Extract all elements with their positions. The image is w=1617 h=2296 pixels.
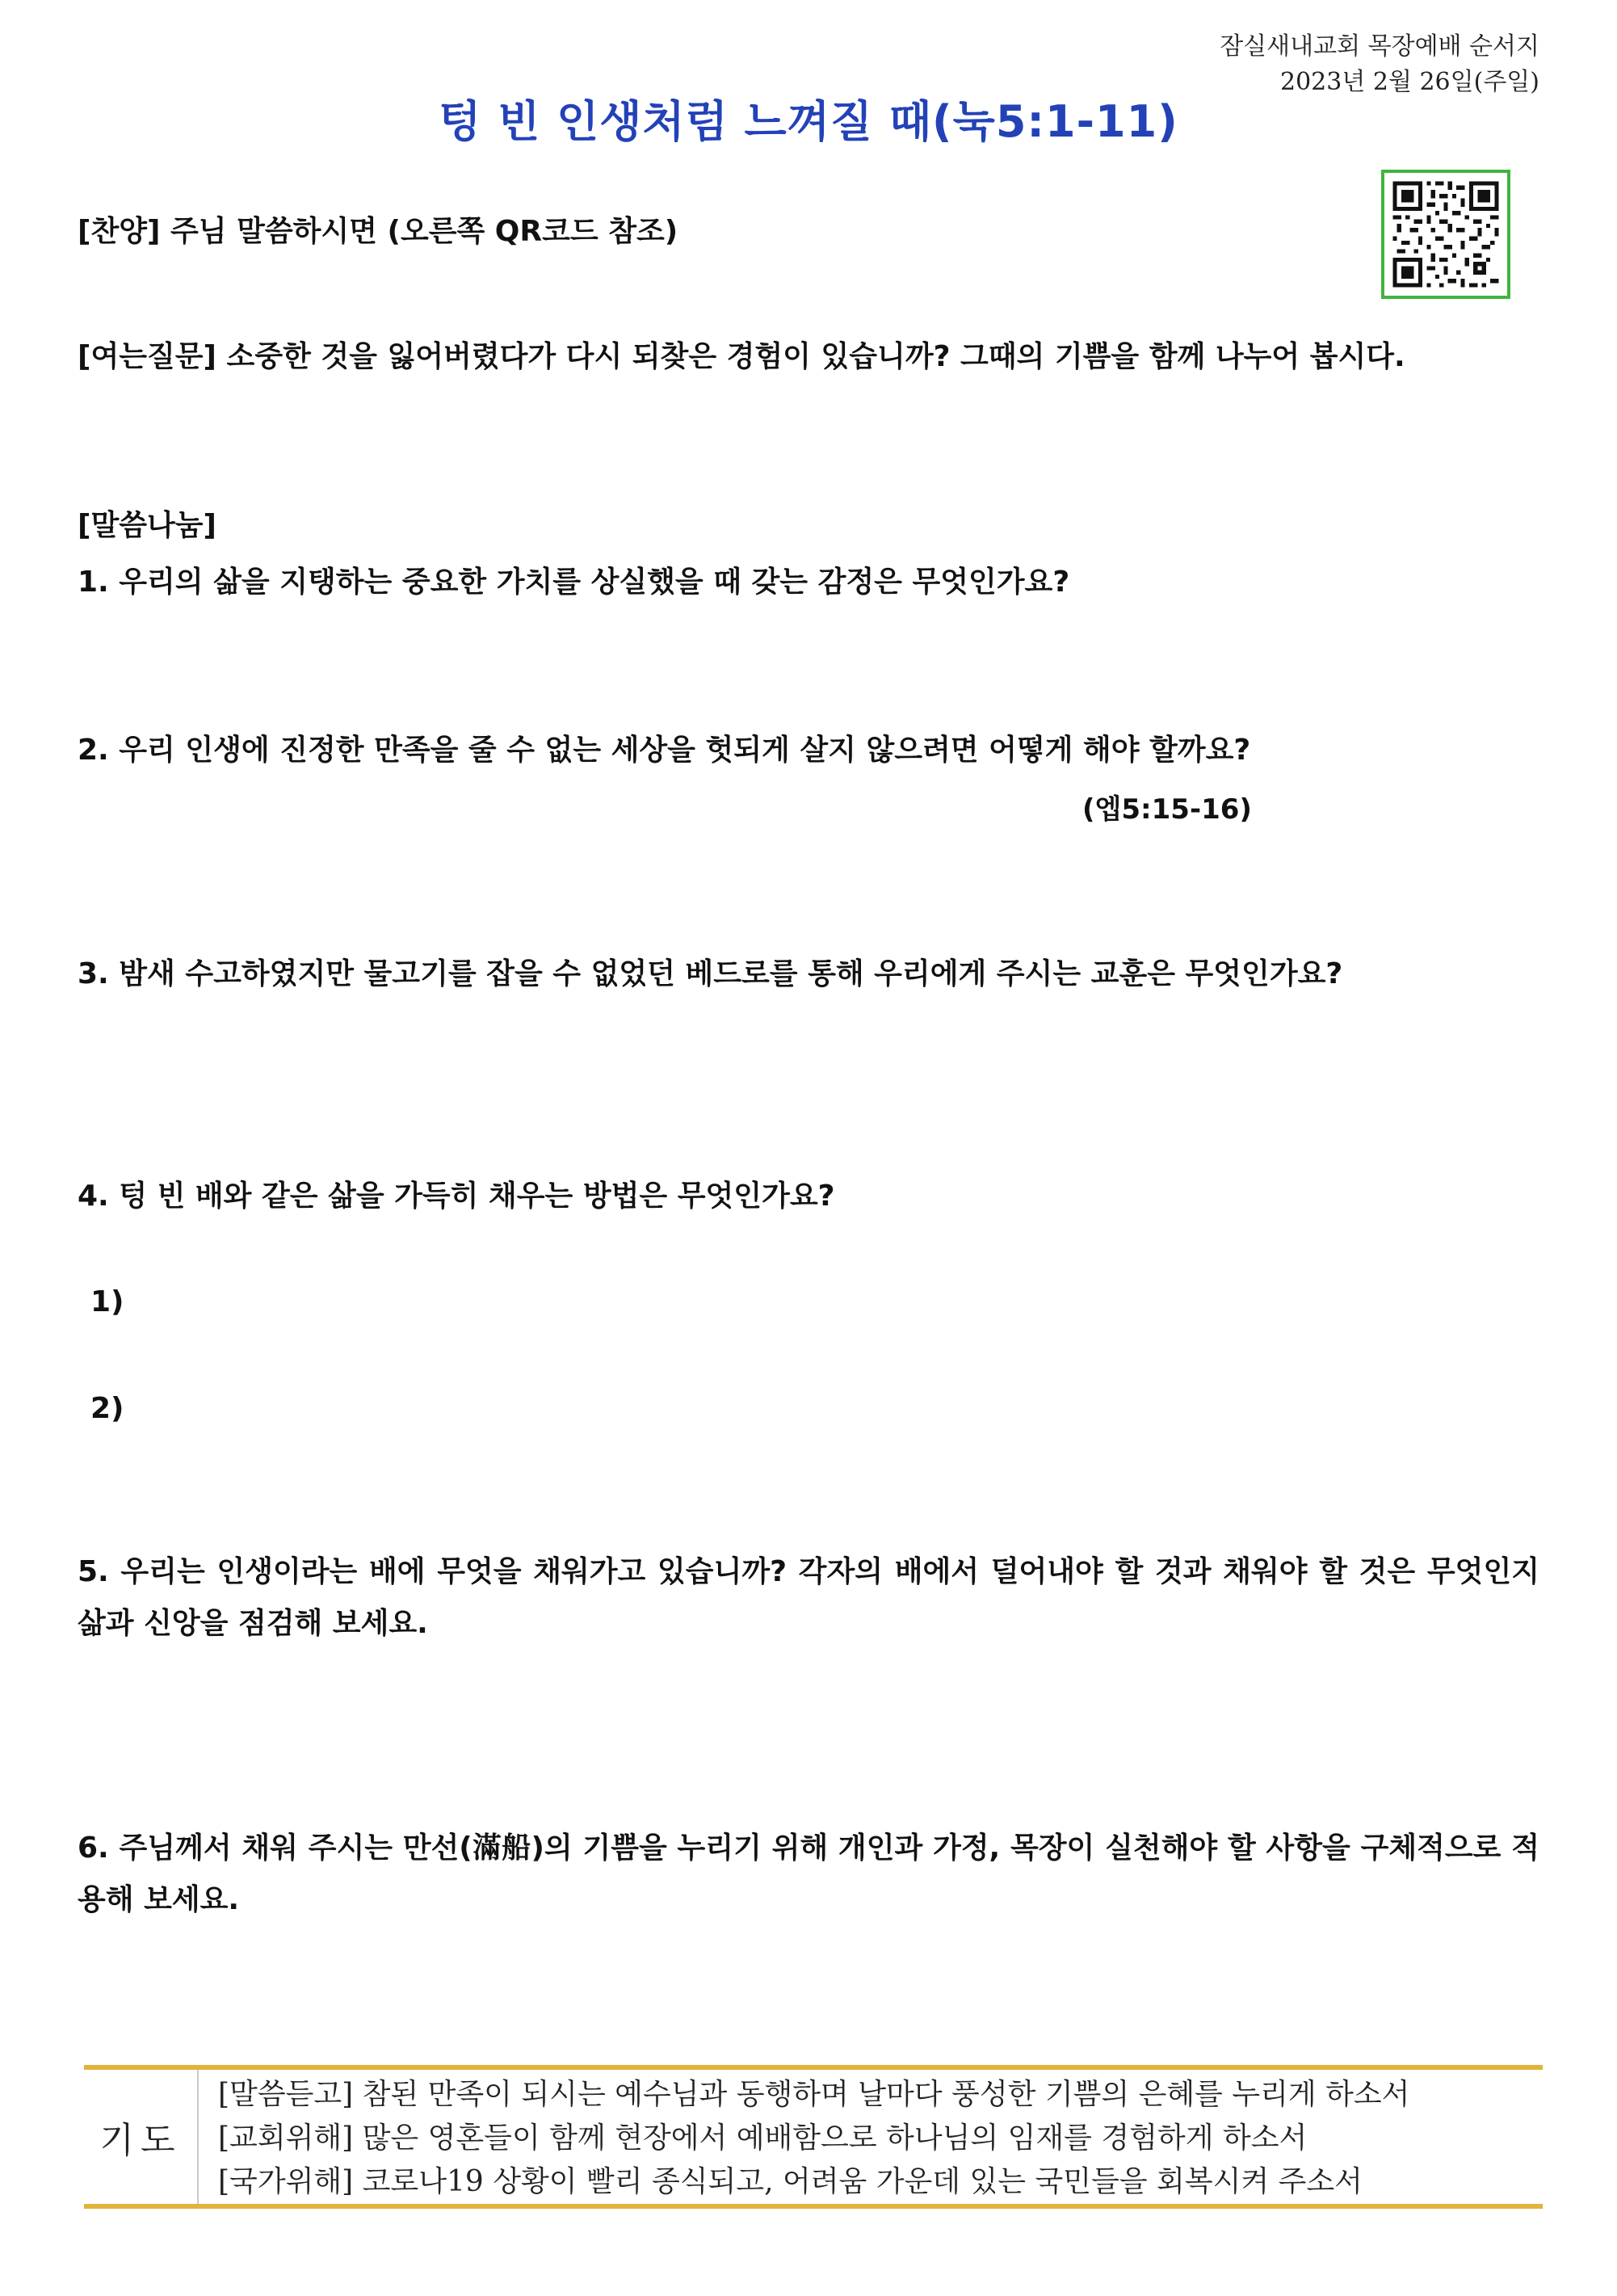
question-1: 1. 우리의 삶을 지탱하는 중요한 가치를 상실했을 때 갖는 감정은 무엇인가요? bbox=[78, 566, 1070, 599]
sharing-heading: [말씀나눔] bbox=[78, 509, 217, 542]
prayer-label: 기도 bbox=[84, 2070, 199, 2204]
prayer-box bbox=[84, 2065, 1543, 2209]
question-2: 2. 우리 인생에 진정한 만족을 줄 수 없는 세상을 헛되게 살지 않으려면 어떻게 해야 할까요? bbox=[78, 734, 1251, 767]
page-title: 텅 빈 인생처럼 느껴질 때(눅5:1-11) bbox=[439, 96, 1178, 147]
praise-line: [찬양] 주님 말씀하시면 (오른쪽 QR코드 참조) bbox=[78, 215, 678, 248]
qr-code-icon[interactable] bbox=[1381, 170, 1510, 299]
prayer-lines bbox=[199, 2070, 1543, 2204]
date-line: 2023년 2월 26일(주일) bbox=[1280, 68, 1539, 96]
question-6: 6. 주님께서 채워 주시는 만선(滿船)의 기쁨을 누리기 위해 개인과 가정, 목장이 실천해야 할 사항을 구체적으로 적용해 보세요. bbox=[78, 1831, 1539, 1916]
question-4-item-1: 1) bbox=[90, 1285, 124, 1318]
opening-question: [여는질문] 소중한 것을 잃어버렸다가 다시 되찾은 경험이 있습니까? 그때의 기쁨을 함께 나누어 봅시다. bbox=[78, 340, 1405, 373]
church-line: 잠실새내교회 목장예배 순서지 bbox=[1220, 32, 1539, 61]
question-5: 5. 우리는 인생이라는 배에 무엇을 채워가고 있습니까? 각자의 배에서 덜어내야 할 것과 채워야 할 것은 무엇인지 삶과 신앙을 점검해 보세요. bbox=[78, 1555, 1539, 1640]
prayer-line-nation: [국가위해] 코로나19 상황이 빨리 종식되고, 어려움 가운데 있는 국민들을 회복시켜 주소서 bbox=[218, 2165, 1363, 2198]
question-3: 3. 밤새 수고하였지만 물고기를 잡을 수 없었던 베드로를 통해 우리에게 주시는 교훈은 무엇인가요? bbox=[78, 957, 1343, 990]
question-2-reference: (엡5:15-16) bbox=[1082, 793, 1252, 826]
prayer-line-word: [말씀듣고] 참된 만족이 되시는 예수님과 동행하며 날마다 풍성한 기쁨의 은혜를 누리게 하소서 bbox=[218, 2078, 1410, 2111]
question-4-item-2: 2) bbox=[90, 1392, 124, 1425]
question-4: 4. 텅 빈 배와 같은 삶을 가득히 채우는 방법은 무엇인가요? bbox=[78, 1180, 835, 1213]
prayer-line-church: [교회위해] 많은 영혼들이 함께 현장에서 예배함으로 하나님의 임재를 경험하게 하소서 bbox=[218, 2121, 1308, 2155]
